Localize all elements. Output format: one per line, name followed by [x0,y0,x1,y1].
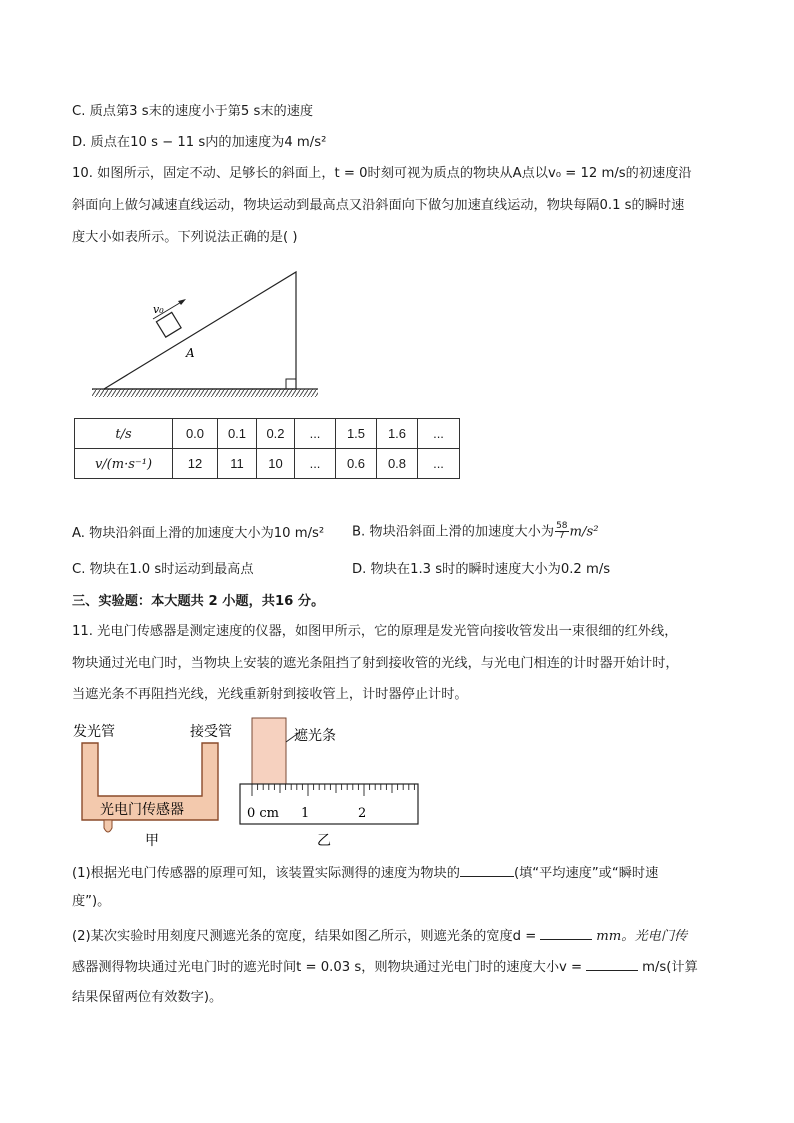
answer-blank-speed[interactable] [586,956,638,971]
answer-blank-velocity-type[interactable] [460,862,514,877]
section-header: 三、实验题：本大题共 2 小题，共16 分。 [72,594,325,609]
q10-option-a: A. 物块沿斜面上滑的加速度大小为10 m/s² [72,526,325,541]
q11-part2-line2: 感器测得物块通过光电门时的遮光时间t = 0.03 s，则物块通过光电门时的速度大小v = m/s(计算 [72,956,698,978]
q10-option-b-text: B. 物块沿斜面上滑的加速度大小为 [352,524,555,540]
table-cell: 0.2 [257,419,295,449]
q11-stem-line1: 11. 光电门传感器是测定速度的仪器，如图甲所示，它的原理是发光管向接收管发出一束很细的红外线， [72,624,678,639]
table-cell: ... [418,419,460,449]
q11-part2-line3: 结果保留两位有效数字)。 [72,990,223,1005]
table-cell: ... [418,449,460,479]
table-cell: ... [295,449,336,479]
ruler-zero-label: 0 cm [247,806,280,821]
table-cell: ... [295,419,336,449]
table-cell: 0.0 [173,419,218,449]
jia-label: 甲 [145,833,159,849]
table-cell: 1.5 [336,419,377,449]
receiver-label: 接受管 [190,724,232,740]
q9-option-c: C. 质点第3 s末的速度小于第5 s末的速度 [72,104,314,119]
yi-label: 乙 [317,833,331,849]
table-cell: 0.1 [218,419,257,449]
q10-option-d: D. 物块在1.3 s时的瞬时速度大小为0.2 m/s [352,562,611,577]
emitter-label: 发光管 [73,724,115,740]
q11-part1-line1: (1)根据光电门传感器的原理可知，该装置实际测得的速度为物块的 (填“平均速度”或“瞬时速 [72,862,658,884]
fraction: $\frac{58}{7}$ [556,521,568,541]
table-cell: 12 [173,449,218,479]
sensor-plug [104,820,112,832]
table-cell: v/(m·s⁻¹) [75,449,173,479]
shading-strip [252,718,286,784]
table-cell: t/s [75,419,173,449]
q11-part1-line2: 度”)。 [72,894,111,909]
q11-stem-line3: 当遮光条不再阻挡光线，光线重新射到接收管上，计时器停止计时。 [72,687,468,702]
ruler-two-label: 2 [358,806,367,821]
q10-stem-line2: 斜面向上做匀减速直线运动，物块运动到最高点又沿斜面向下做匀加速直线运动，物块每隔0.1 s的瞬时速 [72,198,685,213]
q11-stem-line2: 物块通过光电门时，当物块上安装的遮光条阻挡了射到接收管的光线，与光电门相连的计时器开始计时， [72,656,679,671]
q10-stem-line1: 10. 如图所示，固定不动、足够长的斜面上，t = 0时刻可视为质点的物块从A点以v₀ = 12 m/s的初速度沿 [72,166,692,181]
ruler-one-label: 1 [301,806,310,821]
q9-option-d: D. 质点在10 s − 11 s内的加速度为4 m/s² [72,135,327,150]
table-cell: 11 [218,449,257,479]
table-cell: 0.8 [377,449,418,479]
table-cell: 0.6 [336,449,377,479]
q11-part2-line1: (2)某次实验时用刻度尺测遮光条的宽度，结果如图乙所示，则遮光条的宽度d = mm。光电门传 [72,925,687,947]
table-cell: 1.6 [377,419,418,449]
point-a-label: A [186,346,195,360]
sensor-label: 光电门传感器 [100,802,184,818]
answer-blank-width[interactable] [540,925,592,940]
table-cell: 10 [257,449,295,479]
v0-label: v₀ [153,303,164,316]
q10-option-c: C. 物块在1.0 s时运动到最高点 [72,562,254,577]
strip-label: 遮光条 [294,728,336,744]
q10-option-b-unit: m/s² [569,524,599,540]
q10-stem-line3: 度大小如表所示。下列说法正确的是( ) [72,230,298,245]
